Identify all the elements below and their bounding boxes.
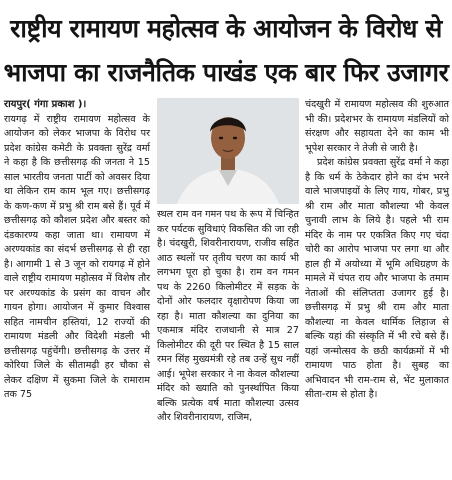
article-column-3 — [305, 98, 449, 403]
column-3-paragraph-1: चंदखुरी में रामायण महोत्सव की शुरुआत भी की। प्रदेशभर के रामायण मंडलियों को संरक्षण और सहायता देने का काम भी भूपेश सरकार ने तेजी से जारी है। — [305, 99, 449, 154]
headline-line-2: भाजपा का राजनैतिक पाखंड एक बार फिर उजागर — [3, 58, 449, 87]
column-3-paragraph-2: प्रदेश कांग्रेस प्रवक्ता सुरेंद्र वर्मा ने कहा है कि धर्म के ठेकेदार होने का दंभ भरने वाले भाजपाइयों के लिए गाय, गोबर, प्रभु श्री राम और माता कौशल्या भी केवल चुनावी लाभ के लिये है। पहले भी राम मंदिर के नाम पर एकत्रित किए गए चंदा चोरी का आरोप भाजपा पर लगा था और हाल ही में अयोध्या में भूमि अधिग्रहण के मामले में चंपत राय और भाजपा के तमाम नेताओं की संलिप्तता उजागर हुई है। छत्तीसगढ़ में प्रभु श्री राम और माता कौशल्या ना केवल धार्मिक लिहाज से बल्कि यहां की संस्कृति में भी रचे बसे हैं। यहां जन्मोत्सव के छठी कार्यक्रमों में भी रामायण पाठ होता है। सुबह का अभिवादन भी राम-राम से, भेंट मुलाकात सीता-राम से होता है। — [305, 157, 449, 400]
portrait-image — [157, 98, 299, 204]
column-2-paragraph: स्थल राम वन गमन पथ के रूप में चिन्हित कर पर्यटक सुविधाएं विकसित की जा रही है। चंदखुरी, शिवरीनारायण, राजीव सहित आठ स्थलों पर तृतीय चरण का कार्य भी लगभग पूरा हो चुका है। राम वन गमन पथ के 2260 किलोमीटर में सड़क के दोनों ओर फलदार वृक्षारोपण किया जा रहा है। माता कौशल्या का दुनिया का एकमात्र मंदिर राजधानी से मात्र 27 किलोमीटर की दूरी पर स्थित है 15 साल रमन सिंह मुख्यमंत्री रहे तब उन्हें सुध नहीं आई। भूपेश सरकार ने ना केवल कौशल्या मंदिर को ख्याति को पुनर्स्थापित किया बल्कि प्रत्येक वर्ष माता कौशल्या उत्सव और शिवरीनारायण, राजिम, — [157, 209, 299, 423]
article-column-1 — [4, 98, 150, 403]
column-1-paragraph: रायगढ़ में राष्ट्रीय रामायण महोत्सव के आयोजन को लेकर भाजपा के विरोध पर प्रदेश कांग्रेस कमेटी के प्रवक्ता सुरेंद्र वर्मा ने कहा है कि छत्तीसगढ़ की जनता ने 15 साल भारतीय जनता पार्टी को अवसर दिया था लेकिन राम काम भूल गए। छत्तीसगढ़ के कण-कण में प्रभु श्री राम बसे हैं। पूर्व में छत्तीसगढ़ को कौशल प्रदेश और बस्तर को दंडकारण्य कहा जाता था। रामायण में अरण्यकांड का संदर्भ छत्तीसगढ़ से ही रहा है। आगामी 1 से 3 जून को रायगढ़ में होने वाले राष्ट्रीय रामायण महोत्सव में विशेष तौर पर अरण्यकांड के प्रसंग का वाचन और गायन होगा। आयोजन में कुमार विश्वास सहित नामचीन हस्तियां, 12 राज्यों की रामायण मंडली और विदेशी मंडली भी छत्तीसगढ़ पहुंचेंगी। छत्तीसगढ़ के उत्तर में कोरिया जिले के सीतामढ़ी हर चौका से लेकर दक्षिण में सुकमा जिले के रामाराम तक 75 — [4, 113, 150, 400]
author-photo — [157, 98, 299, 204]
dateline: रायपुर( गंगा प्रकाश )। — [4, 99, 87, 110]
article-column-2 — [157, 208, 299, 426]
headline-line-1: राष्ट्रीय रामायण महोत्सव के आयोजन के विरोध से — [10, 14, 442, 43]
